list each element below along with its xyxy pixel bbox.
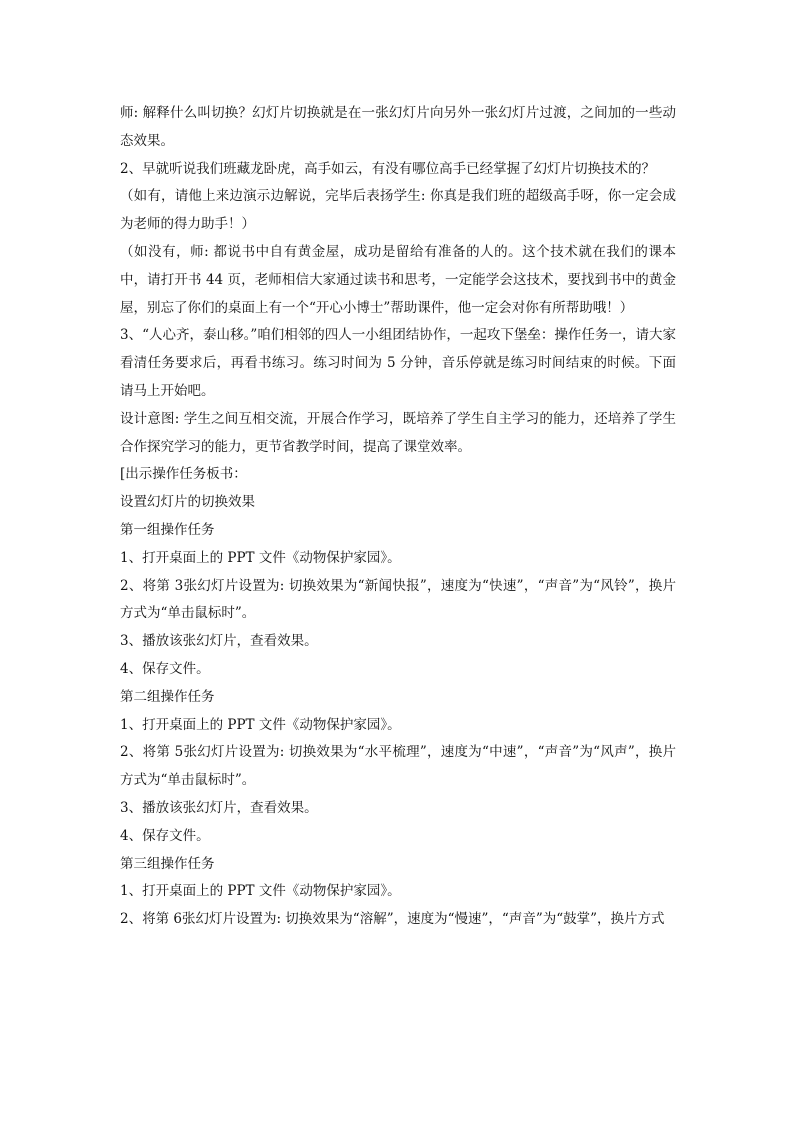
group-1-task-2: 2、将第 3张幻灯片设置为: 切换效果为“新闻快报”，速度为“快速”，“声音”为“风铃”，换片方式为“单击鼠标时”。: [120, 577, 676, 622]
group-2-task-4: 4、保存文件。: [120, 827, 210, 844]
paragraph-design-intent: 设计意图: 学生之间互相交流，开展合作学习，既培养了学生自主学习的能力，还培养了学生合作探究学习的能力，更节省教学时间，提高了课堂效率。: [120, 410, 676, 455]
group-2-heading: 第二组操作任务: [120, 688, 215, 705]
paragraph-if-yes: （如有，请他上来边演示边解说，完毕后表扬学生: 你真是我们班的超级高手呀，你一定会成为老师的得力助手！）: [120, 188, 676, 233]
group-3-task-2: 2、将第 6张幻灯片设置为: 切换效果为“溶解”，速度为“慢速”，“声音”为“鼓掌”，换片方式: [120, 911, 665, 928]
paragraph-task-board-title: 设置幻灯片的切换效果: [120, 494, 255, 511]
group-2-task-1: 1、打开桌面上的 PPT 文件《动物保护家园》。: [120, 716, 401, 733]
group-2-task-3: 3、播放该张幻灯片，查看效果。: [120, 799, 318, 816]
paragraph-step-2: 2、早就听说我们班藏龙卧虎，高手如云，有没有哪位高手已经掌握了幻灯片切换技术的？: [120, 160, 656, 177]
paragraph-step-3: 3、“人心齐，泰山移。”咱们相邻的四人一小组团结协作，一起攻下堡垒：操作任务一，请大家看清任务要求后，再看书练习。练习时间为 5 分钟，音乐停就是练习时间结束的时候。下面请马上开始吧。: [120, 327, 676, 399]
paragraph-task-board-intro: [出示操作任务板书：: [120, 466, 247, 483]
group-3-task-1: 1、打开桌面上的 PPT 文件《动物保护家园》。: [120, 883, 401, 900]
group-1-task-4: 4、保存文件。: [120, 660, 210, 677]
paragraph-if-no: （如没有，师: 都说书中自有黄金屋，成功是留给有准备的人的。这个技术就在我们的课本中，请打开书 44 页，老师相信大家通过读书和思考，一定能学会这技术，要找到书中的黄金屋，别忘了你们的桌面上有一个“开心小博士”帮助课件，他一定会对你有所帮助哦！）: [120, 243, 676, 316]
group-3-heading: 第三组操作任务: [120, 855, 215, 872]
group-2-task-2: 2、将第 5张幻灯片设置为: 切换效果为“水平梳理”，速度为“中速”，“声音”为“风声”，换片方式为“单击鼠标时”。: [120, 744, 676, 789]
group-1-task-1: 1、打开桌面上的 PPT 文件《动物保护家园》。: [120, 549, 401, 566]
group-1-heading: 第一组操作任务: [120, 521, 215, 538]
document-body: [120, 100, 676, 934]
paragraph-teacher-explanation: 师: 解释什么叫切换？幻灯片切换就是在一张幻灯片向另外一张幻灯片过渡，之间加的一些动态效果。: [120, 105, 676, 149]
group-1-task-3: 3、播放该张幻灯片，查看效果。: [120, 633, 318, 650]
